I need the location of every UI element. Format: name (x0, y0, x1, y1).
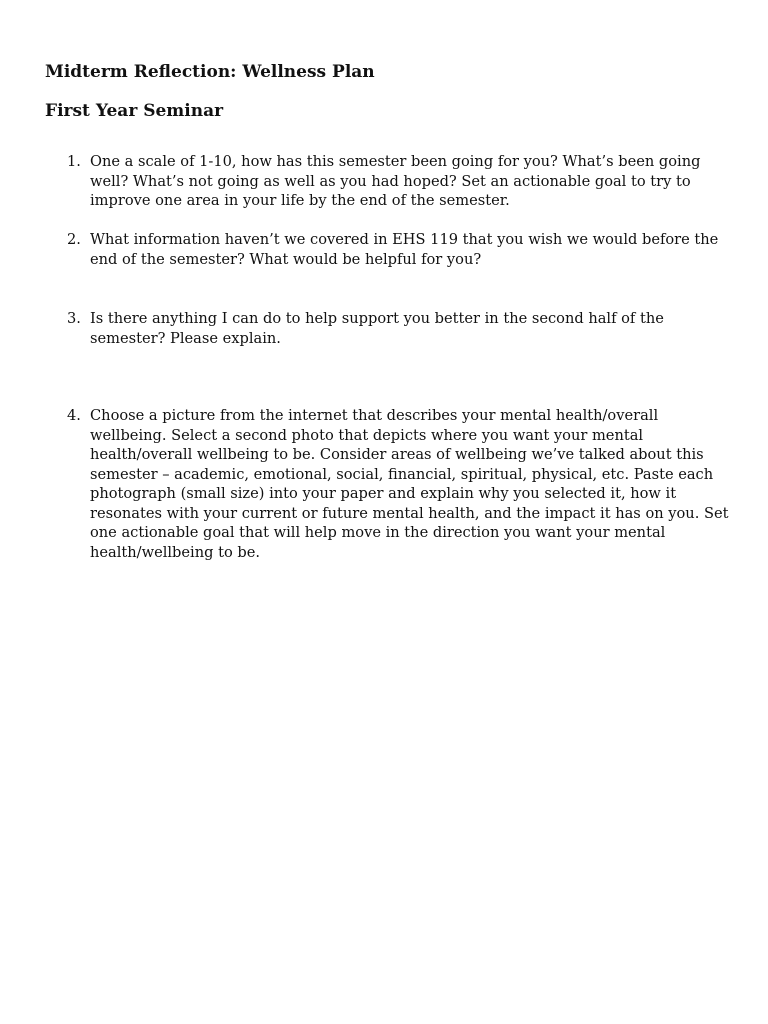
question-text: Choose a picture from the internet that describes your mental health/overall wellbeing. Select a second photo that depicts where you want your mental health/overall wellbeing to be. Consider areas of wellbeing we’ve talked about this semester – academic, emotional, social, financial, spiritual, physical, etc. Paste each photograph (small size) into your paper and explain why you selected it, how it resonates with your current or future mental health, and the impact it has on you. Set one actionable goal that will help move in the direction you want your mental health/wellbeing to be. (90, 407, 729, 561)
question-number: 1. (67, 153, 81, 170)
question-text: Is there anything I can do to help support you better in the second half of the semester? Please explain. (90, 310, 664, 347)
question-text: One a scale of 1-10, how has this semester been going for you? What’s been going well? What’s not going as well as you had hoped? Set an actionable goal to try to improve one area in your life by the end of the semester. (90, 153, 701, 209)
document-title: Midterm Reflection: Wellness Plan (45, 62, 375, 82)
question-number: 4. (67, 407, 81, 424)
question-number: 3. (67, 310, 81, 327)
document-subtitle: First Year Seminar (45, 101, 224, 121)
question-number: 2. (67, 231, 81, 248)
question-text: What information haven’t we covered in EHS 119 that you wish we would before the end of the semester? What would be helpful for you? (90, 231, 719, 268)
